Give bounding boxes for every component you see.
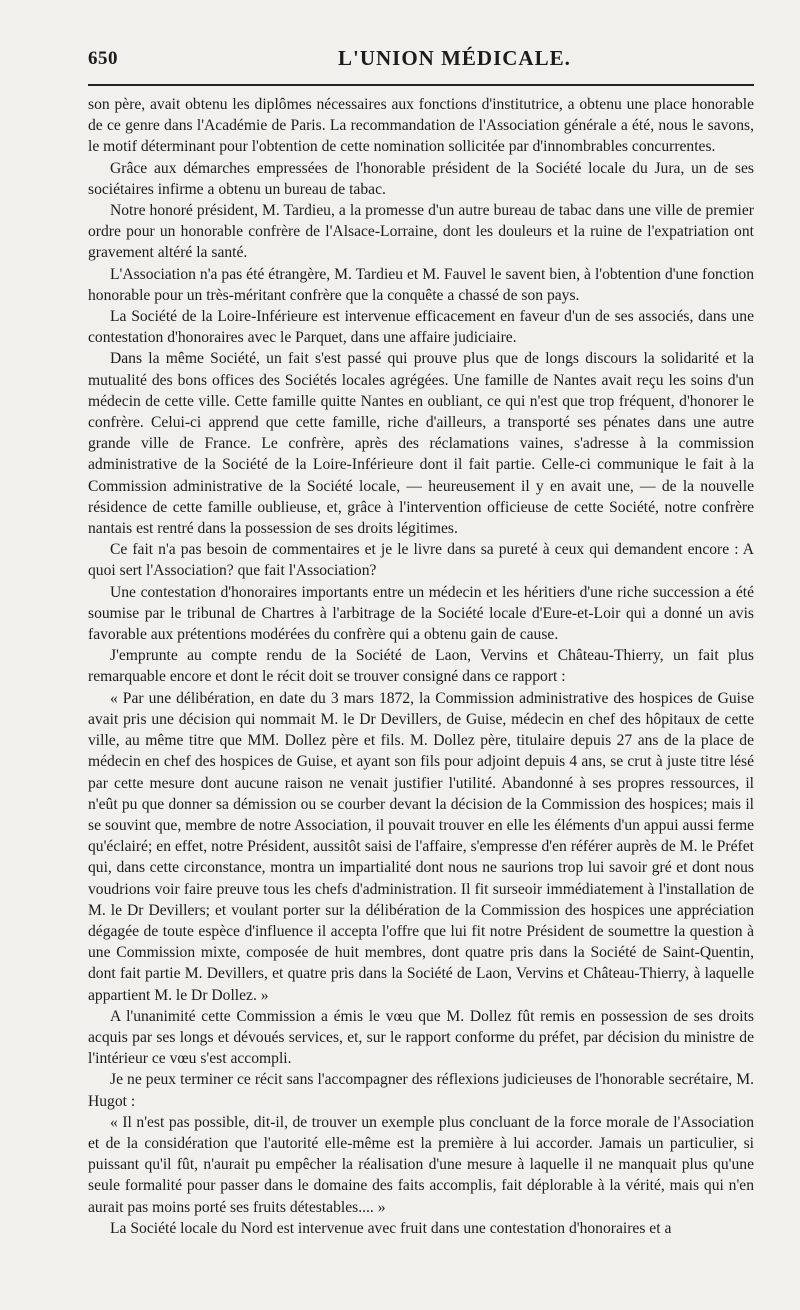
- paragraph: son père, avait obtenu les diplômes nécessaires aux fonctions d'institutrice, a obtenu une place honorable de ce genre dans l'Académie de Paris. La recommandation de l'Association générale a été, nous le savons, le motif déterminant pour l'obtention de cette nomination sollicitée par d'innombrables concurrentes.: [88, 96, 754, 156]
- paragraph: Je ne peux terminer ce récit sans l'accompagner des réflexions judicieuses de l'honorable secrétaire, M. Hugot :: [88, 1071, 754, 1110]
- paragraph: A l'unanimité cette Commission a émis le vœu que M. Dollez fût remis en possession de ses droits acquis par ses longs et dévoués services, et, sur le rapport conforme du préfet, par décision du ministre de l'intérieur ce vœu s'est accompli.: [88, 1007, 754, 1068]
- paragraph: Une contestation d'honoraires importants entre un médecin et les héritiers d'une riche succession a été soumise par le tribunal de Chartres à l'arbitrage de la Société locale d'Eure-et-Loir qui a donné un avis favorable aux prétentions modérées du confrère qui a obtenu gain de cause.: [88, 583, 754, 644]
- paragraph: Notre honoré président, M. Tardieu, a la promesse d'un autre bureau de tabac dans une ville de premier ordre pour un honorable confrère de l'Alsace-Lorraine, dont les douleurs et la ruine de l'expatriation ont gravement altéré la santé.: [88, 202, 754, 262]
- paragraph: Ce fait n'a pas besoin de commentaires et je le livre dans sa pureté à ceux qui demandent encore : A quoi sert l'Association? que fait l'Association?: [88, 541, 754, 580]
- paragraph: La Société locale du Nord est intervenue avec fruit dans une contestation d'honoraires et a: [110, 1219, 672, 1237]
- running-title: L'UNION MÉDICALE.: [338, 46, 571, 70]
- paragraph: Dans la même Société, un fait s'est passé qui prouve plus que de longs discours la solidarité et la mutualité des bons offices des Sociétés locales agrégées. Une famille de Nantes avait reçu les soins d'un médecin de cette ville. Cette famille quitte Nantes en oubliant, ce qui n'est que trop fréquent, d'honorer le confrère. Celui-ci apprend que cette famille, riche d'ailleurs, a transporté ses pénates dans une autre grande ville de France. Le confrère, après des réclamations vaines, s'adresse à la commission administrative de la Société de la Loire-Inférieure dont il fait partie. Celle-ci communique le fait à la Commission administrative de la Société locale, — heureusement il y en avait une, — de la nouvelle résidence de cette famille oublieuse, et, grâce à l'intervention officieuse de cette Société, notre confrère nantais est rentré dans la possession de ses droits légitimes.: [88, 350, 754, 538]
- page-number: 650: [88, 48, 118, 69]
- quoted-paragraph: « Par une délibération, en date du 3 mars 1872, la Commission administrative des hospices de Guise avait pris une décision qui nommait M. le Dr Devillers, de Guise, médecin en chef des hôpitaux de cette ville, au même titre que MM. Dollez père et fils. M. Dollez père, titulaire depuis 27 ans de la place de médecin en chef des hospices de Guise, et ayant son fils pour adjoint depuis 4 ans, se crut à juste titre lésé par cette mesure dont aucune raison ne venait justifier l'utilité. Abandonné à ses propres ressources, il n'eût pu que donner sa démission ou se courber devant la décision de la Commission des hospices; mais il se souvint que, membre de notre Association, il pouvait trouver en elle les éléments d'un appui aussi ferme qu'éclairé; en effet, notre Président, aussitôt saisi de l'affaire, s'empresse d'en référer auprès de M. le Préfet qui, dans cette circonstance, montra un impartialité dont nous ne saurions trop lui savoir gré et dont nous voudrions voir faire preuve tous les chefs d'administration. Il fit surseoir immédiatement à l'installation de M. le Dr Devillers; et voulant porter sur la délibération de la Commission des hospices une appréciation dégagée de toute espèce d'influence il accepta l'offre que lui fit notre Président de soumettre la question à une Commission mixte, composée de huit membres, dont quatre pris dans la Société de Saint-Quentin, dont fait partie M. Devillers, et quatre pris dans la Société de Laon, Vervins et Château-Thierry, à laquelle appartient M. le Dr Dollez. »: [88, 689, 754, 1004]
- paragraph: J'emprunte au compte rendu de la Société de Laon, Vervins et Château-Thierry, un fait plus remarquable encore et dont le récit doit se trouver consigné dans ce rapport :: [88, 647, 754, 686]
- paragraph: La Société de la Loire-Inférieure est intervenue efficacement en faveur d'un de ses associés, dans une contestation d'honoraires avec le Parquet, dans une affaire judiciaire.: [88, 308, 754, 347]
- paragraph: L'Association n'a pas été étrangère, M. Tardieu et M. Fauvel le savent bien, à l'obtention d'une fonction honorable pour un très-méritant confrère que la conquête a chassé de son pays.: [88, 265, 754, 304]
- header-rule: [88, 84, 754, 86]
- quoted-paragraph: « Il n'est pas possible, dit-il, de trouver un exemple plus concluant de la force morale de l'Association et de la considération que l'autorité elle-même est la première à lui accorder. Jamais un particulier, si puissant qu'il fût, n'aurait pu empêcher la réalisation d'une mesure à laquelle il ne manquait plus qu'une seule formalité pour passer dans le domaine des faits accomplis, fait déplorable à la vérité, mais qui n'en aurait pas moins porté ses fruits détestables.... »: [88, 1113, 754, 1216]
- page-header: [88, 42, 754, 74]
- body-text: [88, 94, 754, 1239]
- paragraph: Grâce aux démarches empressées de l'honorable président de la Société locale du Jura, un de ses sociétaires infirme a obtenu un bureau de tabac.: [88, 159, 754, 198]
